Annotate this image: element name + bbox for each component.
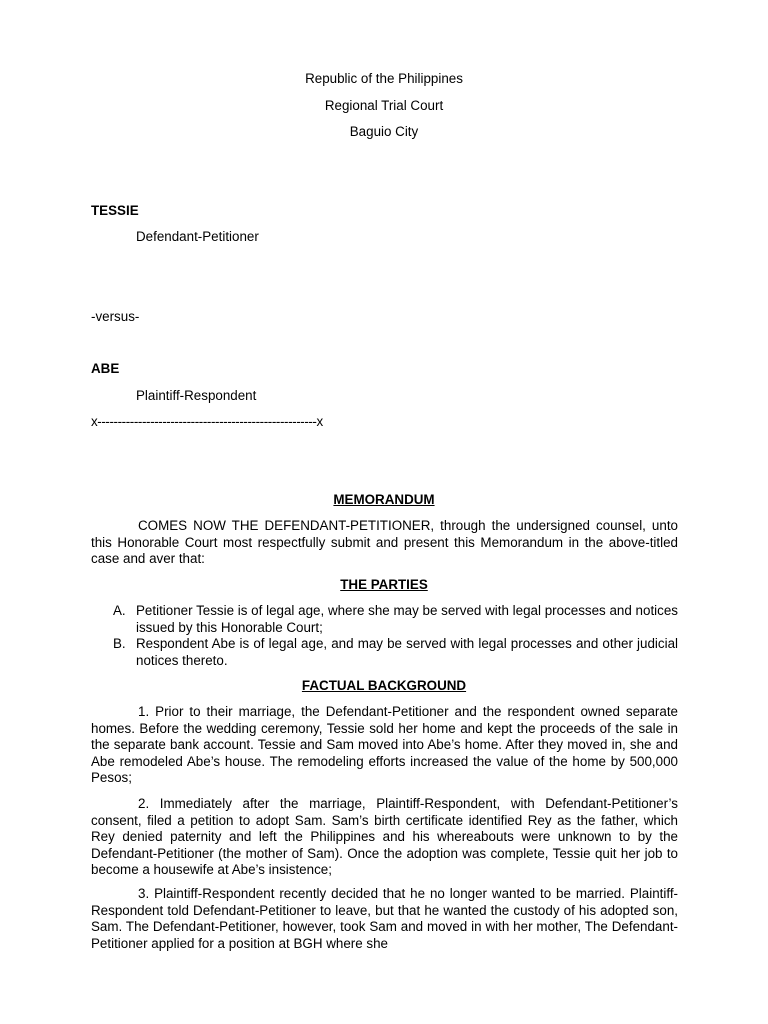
party2-role: Plaintiff-Respondent [136,388,257,403]
background-heading: FACTUAL BACKGROUND [301,678,467,693]
list-marker: B. [113,636,126,651]
caption-separator: x------------------------------------------------------x [91,414,323,429]
background-paragraph-1: 1. Prior to their marriage, the Defendant-Petitioner and the respondent owned separate homes. Before the wedding ceremony, Tessie sold her home and kept the proceeds of the sale in the separate bank account. Tessie and Sam moved into Abe’s home. After they moved in, she and Abe remodeled Abe’s house. The remodeling efforts increased the value of the home by 500,000 Pesos; [91,704,678,785]
parties-list [91,603,678,669]
list-item [91,636,678,669]
party1-name: TESSIE [91,203,139,218]
versus-label: -versus- [91,309,140,324]
list-item-text: Petitioner Tessie is of legal age, where she may be served with legal processes and notices issued by this Honorable Court; [136,603,678,635]
party1-role: Defendant-Petitioner [136,229,259,244]
party2-name: ABE [91,361,120,376]
parties-heading: THE PARTIES [340,577,428,592]
header-republic: Republic of the Philippines [305,71,463,86]
document-title: MEMORANDUM [333,492,435,507]
header-city: Baguio City [349,124,419,139]
list-item [91,603,678,636]
list-marker: A. [113,603,126,618]
background-paragraph-2: 2. Immediately after the marriage, Plaintiff-Respondent, with Defendant-Petitioner’s consent, filed a petition to adopt Sam. Sam’s birth certificate identified Rey as the father, which Rey denied paternity and left the Philippines and his whereabouts were unknown to by the Defendant-Petitioner (the mother of Sam). Once the adoption was complete, Tessie quit her job to become a housewife at Abe’s insistence; [91,796,678,877]
intro-paragraph: COMES NOW THE DEFENDANT-PETITIONER, through the undersigned counsel, unto this Honorable Court most respectfully submit and present this Memorandum in the above-titled case and aver that: [91,518,678,566]
background-paragraph-3: 3. Plaintiff-Respondent recently decided that he no longer wanted to be married. Plaintiff-Respondent told Defendant-Petitioner to leave, but that he wanted the custody of his adopted son, Sam. The Defendant-Petitioner, however, took Sam and moved in with her mother, The Defendant-Petitioner applied for a position at BGH where she [91,886,678,951]
header-court: Regional Trial Court [324,98,444,113]
list-item-text: Respondent Abe is of legal age, and may be served with legal processes and other judicial notices thereto. [136,636,678,668]
